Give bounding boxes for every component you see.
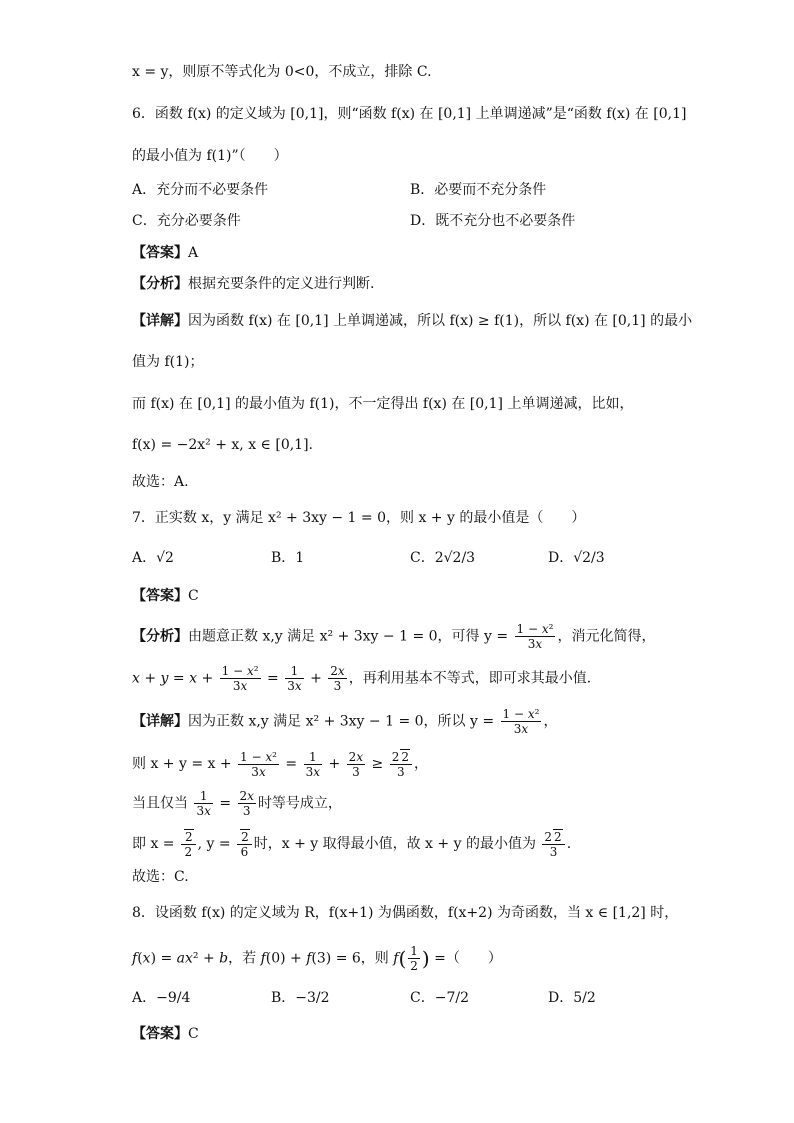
- answer-value: C: [188, 1026, 199, 1042]
- detail-text: , y =: [197, 836, 231, 852]
- option-c: C．2√2/3: [410, 550, 476, 566]
- analysis-tag: 【分析】: [132, 276, 188, 292]
- analysis-text: 根据充要条件的定义进行判断.: [188, 276, 375, 292]
- option-d: D．既不充分也不必要条件: [410, 213, 576, 229]
- fraction: $\frac{1}{3x}$: [196, 789, 211, 818]
- detail-line: [132, 311, 692, 331]
- fraction: $\frac{2 2}{3}$: [390, 749, 412, 779]
- question-8-stem: 8．设函数 f(x) 的定义域为 R，f(x+1) 为偶函数，f(x+2) 为奇函数，当 x ∈ [1,2] 时，: [132, 905, 679, 921]
- detail-text: 因为正数 x,y 满足 x² + 3xy − 1 = 0，所以 y =: [188, 713, 495, 730]
- option-a: A．√2: [132, 550, 174, 566]
- option-a: A．−9/4: [132, 990, 191, 1006]
- answer-tag: 【答案】: [132, 1026, 188, 1042]
- detail-line: 而 f(x) 在 [0,1] 的最小值为 f(1)，不一定得出 f(x) 在 [0,1] 上单调递减，比如，: [132, 396, 634, 412]
- question-7-stem: 7．正实数 x，y 满足 x² + 3xy − 1 = 0，则 x + y 的最小值是（ ）: [132, 510, 586, 526]
- fraction: $\frac{2}{6}$: [237, 829, 252, 859]
- analysis-tag: 【分析】: [132, 628, 188, 645]
- fraction: $\frac{\text{1 − x²}}{3x}$: [221, 664, 259, 693]
- analysis-line: [132, 622, 655, 651]
- detail-formula: 则 x + y = x + $\frac{\text{1 − x²}}{3x}$ = $\frac{1}{3x}$ + $\frac{2x}{3}$ ≥ $\frac{2 2}{3}$ ，: [132, 749, 429, 779]
- analysis-formula: x + y = x + $\frac{\text{1 − x²}}{3x}$ = $\frac{1}{3x}$ + $\frac{2x}{3}$ ，再利用基本不等式，即可求其最小值.: [132, 664, 592, 693]
- option-b: B．必要而不充分条件: [410, 182, 547, 198]
- option-c: C．充分必要条件: [132, 213, 241, 229]
- fraction: $\frac{\text{1 − x²}}{3x}$: [516, 622, 554, 651]
- analysis-line: [132, 274, 374, 294]
- fraction: $\frac{\text{1 − x²}}{3x}$: [240, 749, 277, 779]
- option-b: B．−3/2: [271, 990, 330, 1006]
- question-8-stem-cont: f(x) = ax² + b，若 f(0) + f(3) = 6，则 f( $\frac{1}{2}$ ) =（ ）: [132, 944, 502, 973]
- detail-text: 时，x + y 取得最小值，故 x + y 的最小值为: [253, 836, 536, 852]
- detail-line: 【详解】因为正数 x,y 满足 x² + 3xy − 1 = 0，所以 y = $\frac{\text{1 − x²}}{3x}$ ，: [132, 707, 558, 736]
- fraction: $\frac{\text{1 − x²}}{3x}$: [502, 707, 540, 736]
- fraction: $\frac{1}{3x}$: [287, 664, 302, 693]
- fraction: $\frac{1}{2}$: [410, 944, 418, 973]
- detail-formula: 当且仅当 $\frac{1}{3x}$ = $\frac{2x}{3}$ 时等号成立，: [132, 789, 342, 818]
- detail-text: 因为函数 f(x) 在 [0,1] 上单调递减，所以 f(x) ≥ f(1)，所以 f(x) 在 [0,1] 的最小: [188, 313, 693, 329]
- detail-tag: 【详解】: [132, 713, 188, 730]
- detail-text: 则 x + y = x +: [132, 756, 232, 772]
- fraction: $\frac{2 2}{3}$: [542, 829, 564, 859]
- selection-line: 故选：C.: [132, 869, 189, 885]
- analysis-text: ，再利用基本不等式，即可求其最小值.: [348, 670, 592, 687]
- question-6-stem: 6．函数 f(x) 的定义域为 [0,1]，则“函数 f(x) 在 [0,1] 上单调递减”是“函数 f(x) 在 [0,1]: [132, 106, 687, 122]
- answer-line: [132, 1024, 199, 1044]
- answer-value: C: [188, 588, 199, 604]
- detail-text: 时等号成立，: [257, 795, 342, 812]
- fraction: $\frac{2x}{3}$: [348, 749, 364, 779]
- answer-value: A: [188, 245, 199, 261]
- fraction: $\frac{2x}{3}$: [239, 789, 254, 818]
- option-d: D．√2/3: [548, 550, 605, 566]
- detail-text: 即 x =: [132, 836, 175, 852]
- answer-line: [132, 243, 198, 263]
- analysis-text: 由题意正数 x,y 满足 x² + 3xy − 1 = 0，可得 y =: [188, 628, 509, 645]
- detail-formula: f(x) = −2x² + x, x ∈ [0,1].: [132, 437, 314, 453]
- analysis-text: ，消元化简得，: [557, 628, 656, 645]
- option-b: B．1: [271, 550, 305, 566]
- fraction: $\frac{2}{2}$: [181, 829, 196, 859]
- selection-line: 故选：A.: [132, 474, 189, 490]
- option-c: C．−7/2: [410, 990, 469, 1006]
- detail-text: 当且仅当: [132, 795, 188, 812]
- detail-line: 值为 f(1)；: [132, 354, 204, 370]
- answer-tag: 【答案】: [132, 245, 188, 261]
- option-a: A．充分而不必要条件: [132, 182, 269, 198]
- answer-tag: 【答案】: [132, 588, 188, 604]
- option-d: D．5/2: [548, 990, 596, 1006]
- detail-formula: 即 x = $\frac{2}{2}$ , y = $\frac{2}{6}$ 时，x + y 取得最小值，故 x + y 的最小值为 $\frac{2 2}{3}$ .: [132, 830, 572, 859]
- text-line: x = y，则原不等式化为 0<0，不成立，排除 C.: [132, 64, 432, 80]
- fraction: $\frac{1}{3x}$: [305, 749, 321, 779]
- fraction: $\frac{2x}{3}$: [330, 664, 345, 693]
- answer-line: [132, 586, 199, 606]
- question-6-stem-cont: 的最小值为 f(1)”（ ）: [132, 148, 288, 164]
- detail-tag: 【详解】: [132, 313, 188, 329]
